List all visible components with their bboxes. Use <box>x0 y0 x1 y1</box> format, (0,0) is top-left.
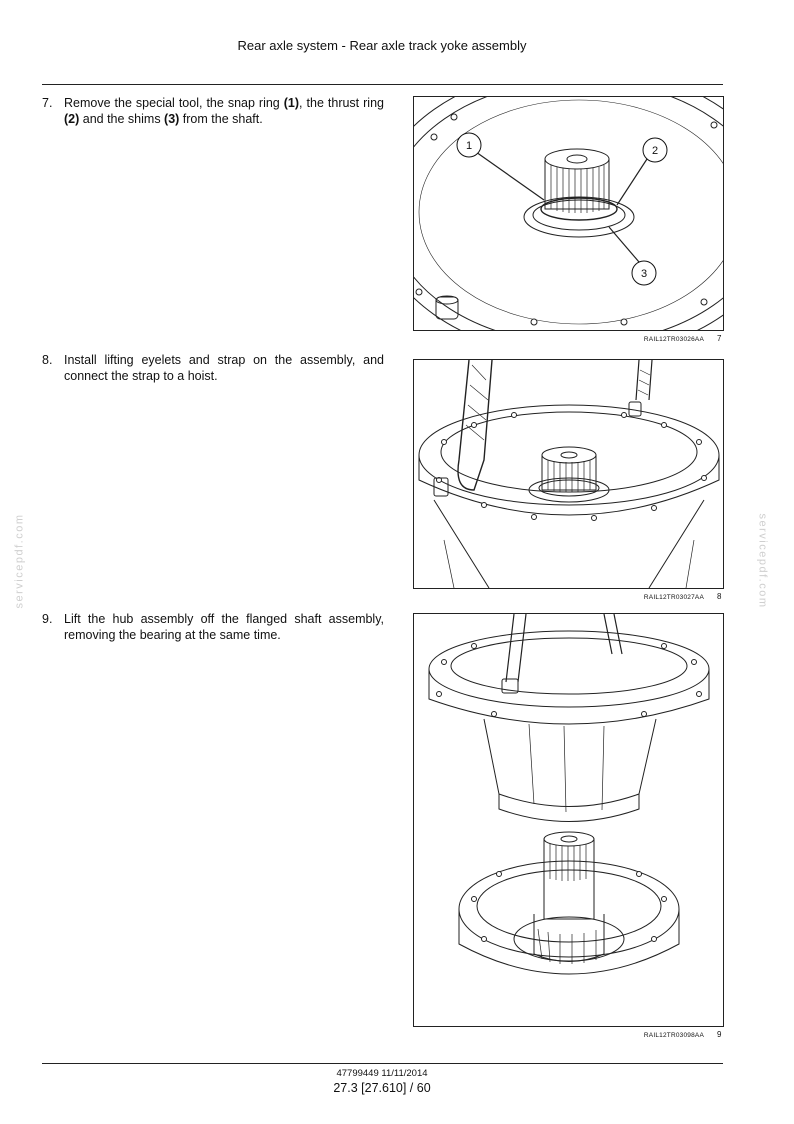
step-8 <box>42 352 384 384</box>
step-number: 8. <box>42 353 53 367</box>
step-9 <box>42 611 384 643</box>
watermark-left: servicepdf.com <box>13 513 26 609</box>
footer-doc-info: 47799449 11/11/2014 <box>336 1068 428 1079</box>
figure-8-number: 8 <box>717 592 722 601</box>
callout-3: 3 <box>640 268 648 280</box>
figure-8-code: RAIL12TR03027AA <box>643 594 704 601</box>
callout-1: 1 <box>465 140 473 152</box>
footer-rule <box>42 1063 723 1064</box>
step-number: 9. <box>42 612 53 626</box>
figure-7-code: RAIL12TR03026AA <box>643 336 704 343</box>
step-7 <box>42 95 384 127</box>
callout-2: 2 <box>651 145 659 157</box>
figure-9-number: 9 <box>717 1030 722 1039</box>
callout-ref: (2) <box>64 112 80 126</box>
step-text: Lift the hub assembly off the flanged shaft assembly, removing the bearing at the same time. <box>64 612 384 642</box>
figure-8-illustration <box>413 359 724 589</box>
header-rule <box>42 84 723 85</box>
step-text: Install lifting eyelets and strap on the assembly, and connect the strap to a hoist. <box>64 353 384 383</box>
figure-9-code: RAIL12TR03098AA <box>643 1032 704 1039</box>
step-number: 7. <box>42 96 53 110</box>
step-text: Remove the special tool, the snap ring (1), the thrust ring (2) and the shims (3) from the shaft. <box>64 96 384 126</box>
figure-9-illustration <box>413 613 724 1027</box>
figure-7-illustration <box>413 96 724 331</box>
page-title: Rear axle system - Rear axle track yoke assembly <box>237 38 527 53</box>
callout-ref: (1) <box>283 96 300 110</box>
page-number: 27.3 [27.610] / 60 <box>333 1081 431 1095</box>
figure-7-number: 7 <box>717 334 722 343</box>
watermark-right: servicepdf.com <box>756 513 769 609</box>
callout-ref: (3) <box>164 112 180 126</box>
